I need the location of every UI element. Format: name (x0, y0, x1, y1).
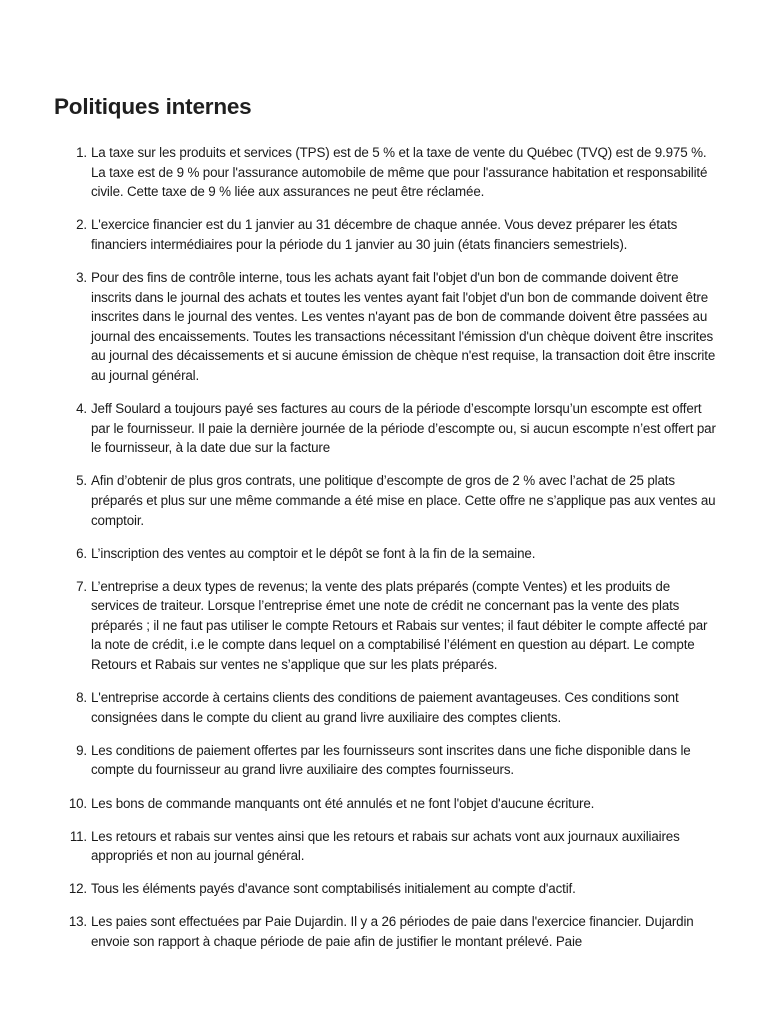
item-text: Afin d’obtenir de plus gros contrats, une politique d’escompte de gros de 2 % avec l’achat de 25 plats préparés et plus sur une même commande a été mise en place. Cette offre ne s’applique pas aux ventes au comptoir. (91, 473, 716, 528)
item-number: 2. (76, 217, 87, 233)
item-text: Les paies sont effectuées par Paie Dujardin. Il y a 26 périodes de paie dans l'exercice financier. Dujardin envoie son rapport à chaque période de paie afin de justifier le montant prélevé. Paie (91, 914, 694, 949)
item-text: L'exercice financier est du 1 janvier au 31 décembre de chaque année. Vous devez préparer les états financiers intermédiaires pour la période du 1 janvier au 30 juin (états financiers semestriels). (91, 217, 678, 252)
item-text: La taxe sur les produits et services (TPS) est de 5 % et la taxe de vente du Québec (TVQ) est de 9.975 %. La taxe est de 9 % pour l'assurance automobile de même que pour l'assurance habitation et responsabilité civile. Cette taxe de 9 % liée aux assurances ne peut être réclamée. (91, 145, 708, 200)
item-text: Tous les éléments payés d'avance sont comptabilisés initialement au compte d'actif. (91, 881, 576, 897)
item-number: 8. (76, 690, 87, 706)
item-number: 9. (76, 742, 87, 758)
policy-item-12 (0, 879, 768, 899)
policy-item-11 (0, 827, 768, 866)
item-text: L'entreprise accorde à certains clients des conditions de paiement avantageuses. Ces conditions sont consignées dans le compte du client au grand livre auxiliaire des comptes clients. (91, 690, 679, 725)
item-number: 12. (68, 881, 87, 897)
policy-item-10 (0, 794, 768, 814)
item-number: 3. (76, 269, 87, 285)
item-text: L’inscription des ventes au comptoir et le dépôt se font à la fin de la semaine. (91, 545, 536, 561)
policy-item-4 (0, 399, 768, 458)
item-number: 4. (76, 401, 87, 417)
item-text: Jeff Soulard a toujours payé ses factures au cours de la période d’escompte lorsqu’un escompte est offert par le fournisseur. Il paie la dernière journée de la période d’escompte ou, si aucun escompte n’est offert par le fournisseur, à la date due sur la facture (91, 401, 716, 456)
item-number: 11. (69, 828, 87, 844)
item-number: 5. (76, 473, 87, 489)
policy-item-2 (0, 215, 768, 254)
item-number: 1. (76, 145, 87, 160)
page-title: Politiques internes (54, 94, 252, 119)
item-number: 13. (68, 914, 87, 930)
item-number: 6. (76, 545, 87, 561)
policy-item-7 (0, 577, 768, 675)
item-text: Les conditions de paiement offertes par les fournisseurs sont inscrites dans une fiche disponible dans le compte du fournisseur au grand livre auxiliaire des comptes fournisseurs. (91, 742, 691, 778)
policy-item-9 (0, 741, 768, 780)
item-number: 7. (76, 578, 87, 594)
item-text: Les bons de commande manquants ont été annulés et ne font l'objet d'aucune écriture. (91, 795, 595, 811)
item-text: Pour des fins de contrôle interne, tous les achats ayant fait l'objet d'un bon de commande doivent être inscrits dans le journal des achats et toutes les ventes ayant fait l'objet d'un bon de commande doivent être inscrites dans le journal des ventes. Les ventes n'ayant pas de bon de commande doivent être passées au journal des encaissements. Toutes les transactions nécessitant l'émission d'un chèque doivent être inscrites au journal des décaissements et si aucune émission de chèque n'est requise, la transaction doit être inscrite au journal général. (91, 269, 716, 383)
policy-item-1 (0, 143, 768, 202)
policy-item-13 (0, 912, 768, 951)
policy-item-6 (0, 544, 768, 564)
policy-list (0, 143, 768, 965)
policy-item-3 (0, 268, 768, 386)
item-text: Les retours et rabais sur ventes ainsi que les retours et rabais sur achats vont aux journaux auxiliaires appropriés et non au journal général. (91, 828, 680, 864)
policy-item-8 (0, 688, 768, 727)
item-number: 10. (68, 795, 87, 811)
policy-item-5 (0, 471, 768, 530)
item-text: L’entreprise a deux types de revenus; la vente des plats préparés (compte Ventes) et les produits de services de traiteur. Lorsque l’entreprise émet une note de crédit ne concernant pas la vente des plats préparés ; il ne faut pas utiliser le compte Retours et Rabais sur ventes; il faut débiter le compte affecté par la note de crédit, i.e le compte dans lequel on a comptabilisé l’élément en question au départ. Le compte Retours et Rabais sur ventes ne s’applique que sur les plats préparés. (91, 578, 708, 673)
